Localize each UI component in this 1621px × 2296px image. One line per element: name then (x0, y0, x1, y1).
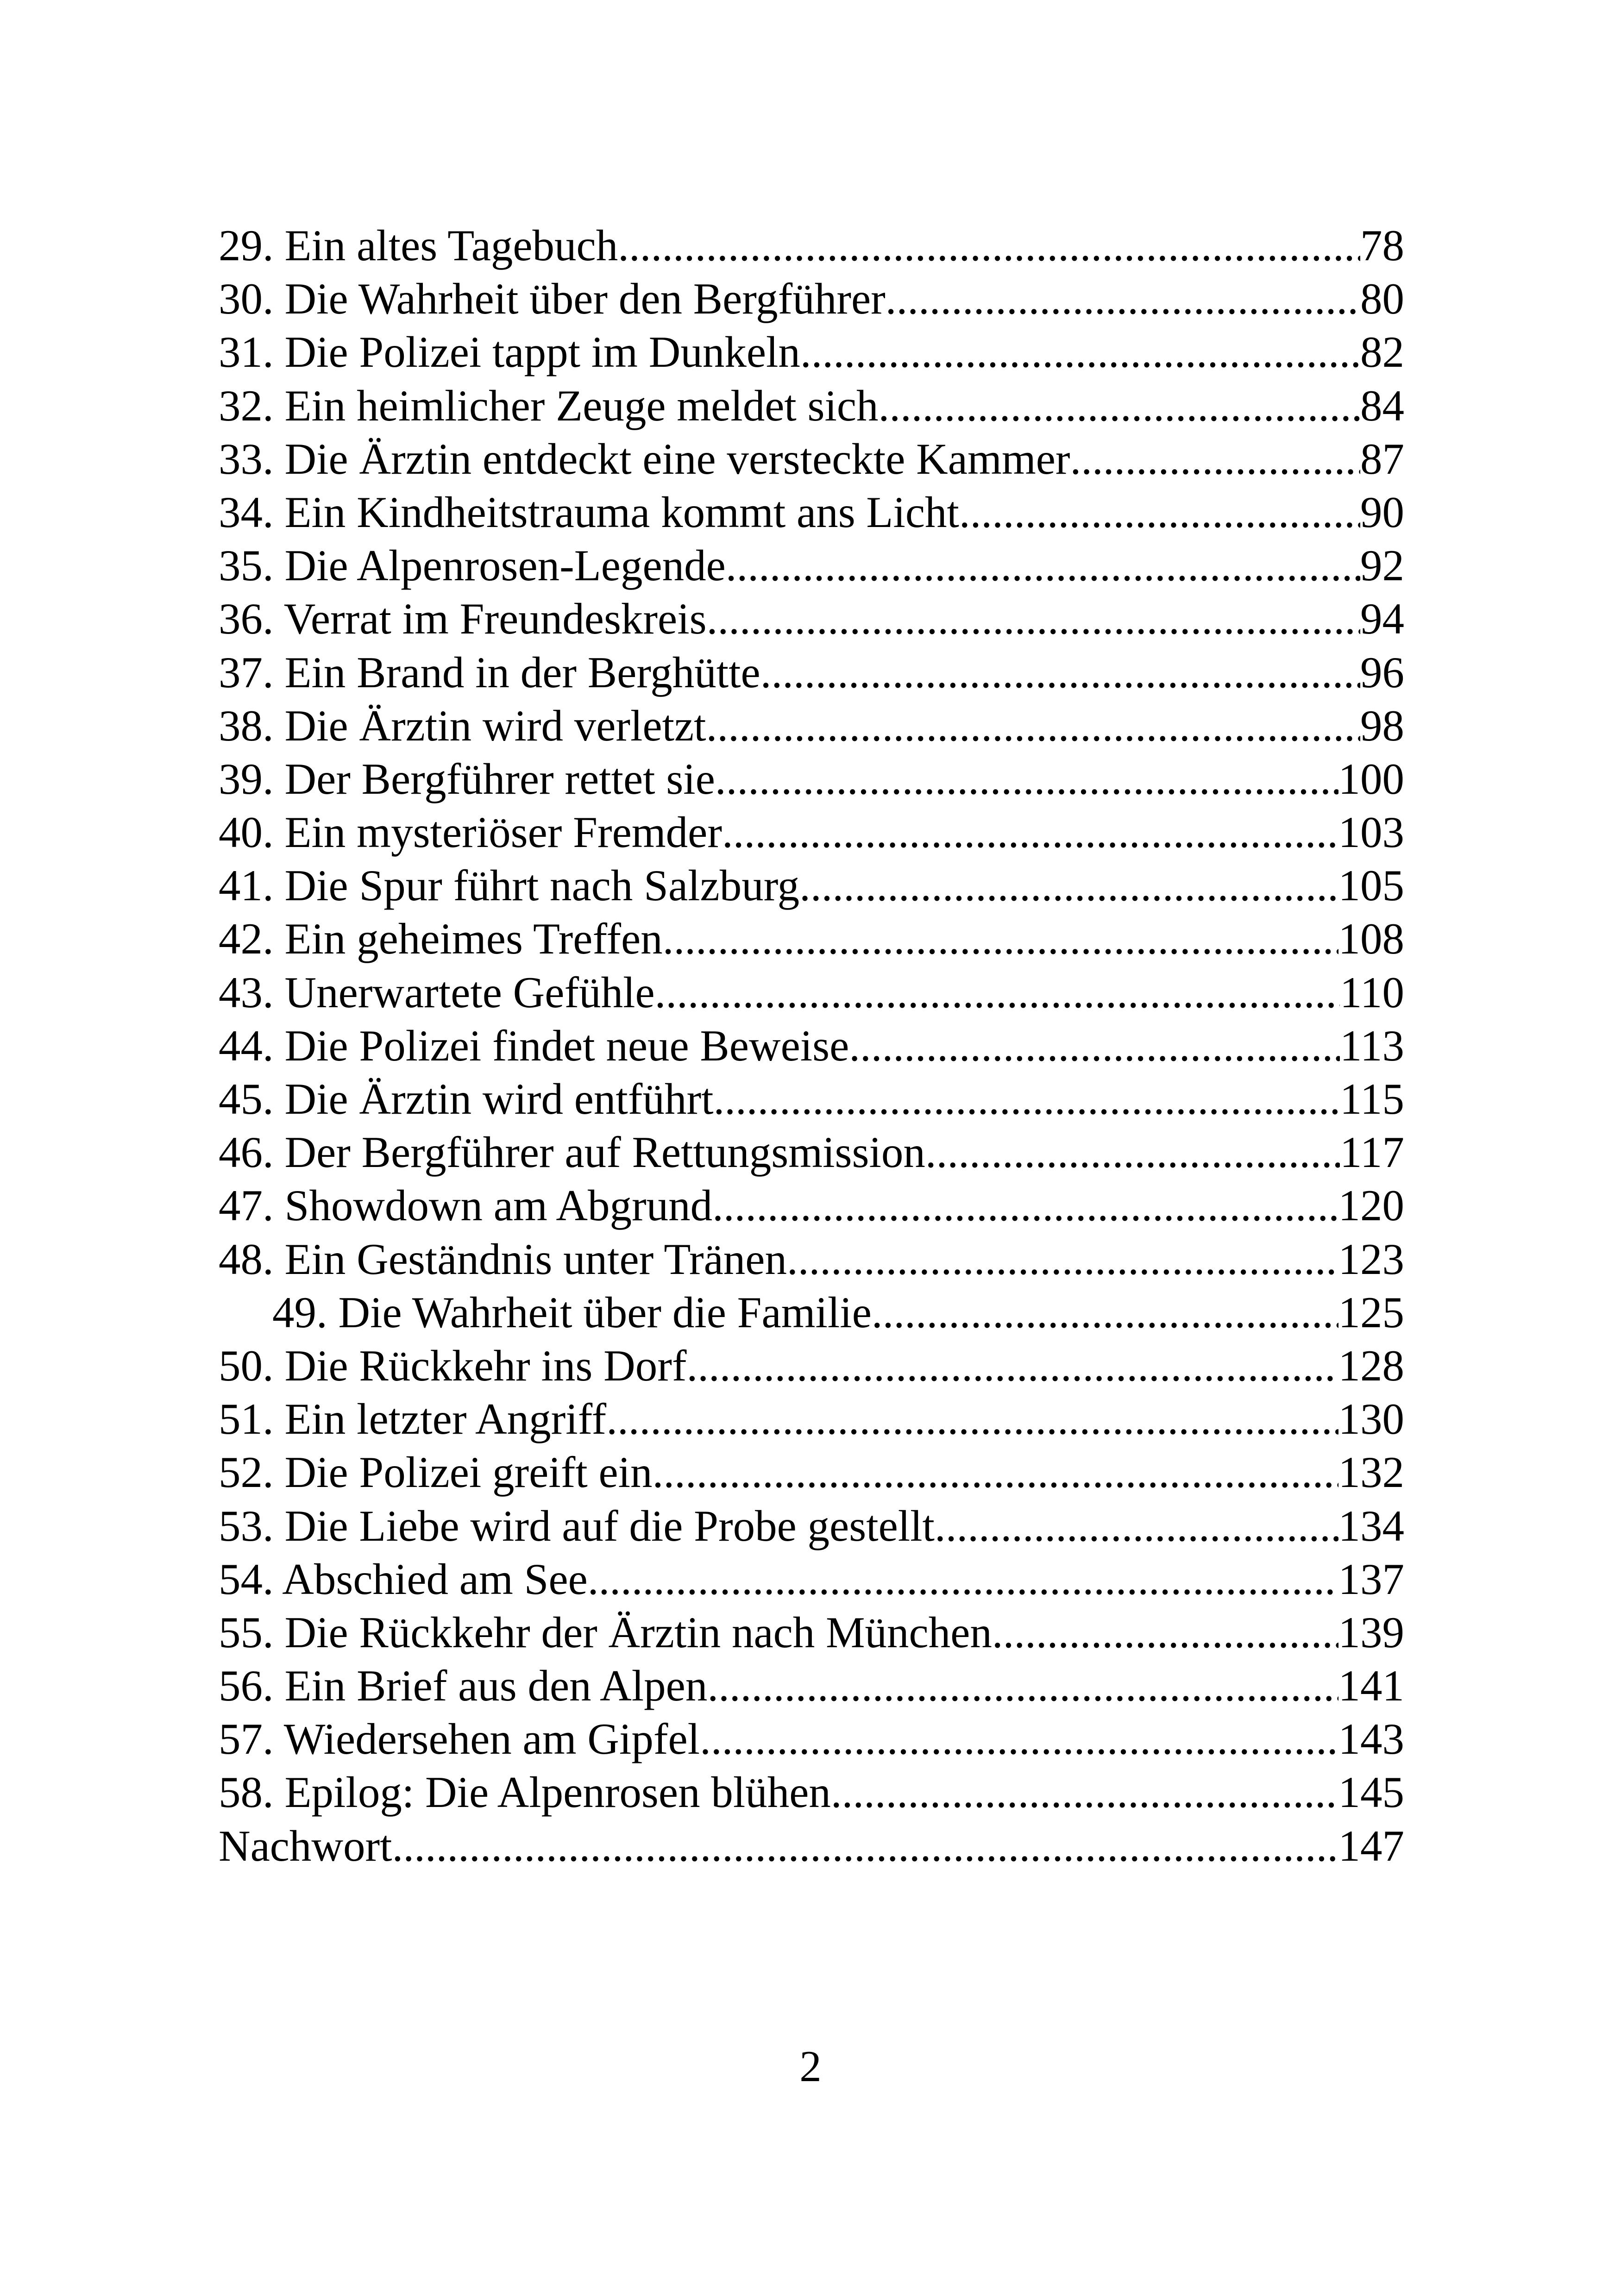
toc-entry (219, 1393, 1404, 1446)
toc-entry-title: 43. Unerwartete Gefühle (219, 966, 655, 1019)
toc-dot-leader (588, 1553, 1338, 1606)
toc-entry-page-number: 132 (1338, 1448, 1404, 1497)
toc-entry-title: 52. Die Polizei greift ein (219, 1446, 653, 1499)
toc-entry-page-number: 90 (1360, 487, 1404, 537)
toc-entry (219, 326, 1404, 379)
toc-entry-title: 29. Ein altes Tagebuch (219, 219, 618, 272)
toc-entry (219, 1659, 1404, 1713)
toc-entry-page-number: 117 (1340, 1128, 1404, 1177)
toc-entry (219, 272, 1404, 326)
toc-entry-page-number: 141 (1338, 1661, 1404, 1711)
toc-entry (219, 433, 1404, 486)
toc-entry-title: Nachwort (219, 1819, 392, 1873)
toc-entry (219, 1819, 1404, 1873)
toc-dot-leader (687, 1339, 1338, 1393)
toc-entry-page-number: 113 (1340, 1021, 1404, 1070)
toc-entry (219, 1179, 1404, 1232)
toc-entry-title: 38. Die Ärztin wird verletzt (219, 699, 706, 753)
toc-entry (219, 1499, 1404, 1553)
toc-entry-page-number: 98 (1360, 701, 1404, 750)
toc-entry-page-number: 94 (1360, 594, 1404, 644)
toc-dot-leader (799, 859, 1338, 912)
toc-entry-page-number: 115 (1340, 1074, 1404, 1123)
toc-entry-page-number: 105 (1338, 861, 1404, 910)
toc-entry (219, 753, 1404, 806)
toc-entry-page-number: 82 (1360, 327, 1404, 377)
toc-entry (219, 539, 1404, 592)
toc-entry-title: 51. Ein letzter Angriff (219, 1393, 606, 1446)
toc-entry-page-number: 147 (1338, 1821, 1404, 1870)
toc-dot-leader (787, 1233, 1338, 1286)
toc-entry-title: 45. Die Ärztin wird entführt (219, 1073, 713, 1126)
toc-entry-title: 55. Die Rückkehr der Ärztin nach München (219, 1606, 992, 1659)
toc-dot-leader (700, 1713, 1338, 1766)
toc-dot-leader (707, 1659, 1338, 1713)
toc-dot-leader (800, 326, 1360, 379)
toc-entry-title: 57. Wiedersehen am Gipfel (219, 1713, 700, 1766)
toc-entry (219, 1606, 1404, 1659)
toc-entry-page-number: 80 (1360, 274, 1404, 324)
toc-entry-page-number: 128 (1338, 1341, 1404, 1390)
toc-entry (219, 219, 1404, 272)
toc-entry-page-number: 92 (1360, 541, 1404, 590)
toc-entry-title: 54. Abschied am See (219, 1553, 588, 1606)
toc-entry-title: 36. Verrat im Freundeskreis (219, 592, 707, 646)
toc-dot-leader (849, 1019, 1340, 1073)
toc-entry-page-number: 125 (1338, 1287, 1404, 1337)
toc-entry (219, 1713, 1404, 1766)
toc-entry-title: 42. Ein geheimes Treffen (219, 912, 663, 966)
toc-dot-leader (726, 539, 1360, 592)
toc-entry (219, 1446, 1404, 1499)
toc-dot-leader (618, 219, 1360, 272)
toc-entry (219, 966, 1404, 1019)
toc-entry (219, 699, 1404, 753)
toc-dot-leader (707, 592, 1360, 646)
toc-entry-page-number: 137 (1338, 1554, 1404, 1604)
toc-entry-page-number: 110 (1340, 967, 1404, 1017)
toc-entry-title: 58. Epilog: Die Alpenrosen blühen (219, 1766, 831, 1819)
toc-entry-page-number: 100 (1338, 754, 1404, 803)
toc-dot-leader (879, 379, 1360, 433)
toc-entry-page-number: 145 (1338, 1768, 1404, 1817)
toc-dot-leader (872, 1286, 1338, 1339)
toc-entry (219, 806, 1404, 859)
toc-dot-leader (713, 1073, 1340, 1126)
toc-entry-page-number: 123 (1338, 1234, 1404, 1284)
toc-entry-title: 31. Die Polizei tappt im Dunkeln (219, 326, 800, 379)
toc-dot-leader (712, 1179, 1338, 1232)
toc-dot-leader (831, 1766, 1338, 1819)
toc-entry-title: 47. Showdown am Abgrund (219, 1179, 712, 1232)
toc-entry-title: 44. Die Polizei findet neue Beweise (219, 1019, 849, 1073)
toc-entry (219, 859, 1404, 912)
toc-entry-page-number: 143 (1338, 1714, 1404, 1764)
toc-dot-leader (1070, 433, 1360, 486)
toc-entry-page-number: 78 (1360, 221, 1404, 270)
toc-entry (219, 486, 1404, 539)
toc-entry-title: 53. Die Liebe wird auf die Probe gestellt (219, 1499, 935, 1553)
toc-dot-leader (935, 1499, 1338, 1553)
toc-dot-leader (959, 486, 1360, 539)
page-number: 2 (799, 2042, 822, 2091)
toc-dot-leader (886, 272, 1360, 326)
toc-entry (219, 592, 1404, 646)
toc-entry (219, 1233, 1404, 1286)
toc-dot-leader (392, 1819, 1338, 1873)
toc-entry (219, 1339, 1404, 1393)
toc-entry-title: 41. Die Spur führt nach Salzburg (219, 859, 799, 912)
toc-entry-title: 34. Ein Kindheitstrauma kommt ans Licht (219, 486, 959, 539)
toc-entry-page-number: 103 (1338, 808, 1404, 857)
toc-entry-title: 50. Die Rückkehr ins Dorf (219, 1339, 687, 1393)
toc-entry-title: 32. Ein heimlicher Zeuge meldet sich (219, 379, 879, 433)
toc-entry-title: 33. Die Ärztin entdeckt eine versteckte Kammer (219, 433, 1070, 486)
toc-entry-title: 35. Die Alpenrosen-Legende (219, 539, 726, 592)
toc-entry (219, 1073, 1404, 1126)
toc-dot-leader (925, 1126, 1340, 1179)
toc-entry (219, 1553, 1404, 1606)
toc-entry-title: 39. Der Bergführer rettet sie (219, 753, 715, 806)
toc-dot-leader (992, 1606, 1338, 1659)
table-of-contents (219, 219, 1404, 1873)
toc-entry-page-number: 84 (1360, 381, 1404, 430)
toc-entry-page-number: 130 (1338, 1394, 1404, 1444)
toc-dot-leader (715, 753, 1338, 806)
toc-entry-page-number: 134 (1338, 1501, 1404, 1550)
toc-dot-leader (663, 912, 1338, 966)
toc-entry (219, 1126, 1404, 1179)
toc-dot-leader (722, 806, 1338, 859)
toc-entry-title: 56. Ein Brief aus den Alpen (219, 1659, 707, 1713)
toc-dot-leader (760, 646, 1360, 699)
toc-entry (219, 1766, 1404, 1819)
toc-entry-page-number: 87 (1360, 434, 1404, 483)
toc-entry (219, 1286, 1404, 1339)
toc-entry-title: 40. Ein mysteriöser Fremder (219, 806, 722, 859)
toc-entry (219, 1019, 1404, 1073)
toc-entry-page-number: 108 (1338, 914, 1404, 964)
toc-entry (219, 912, 1404, 966)
toc-entry-page-number: 120 (1338, 1181, 1404, 1230)
toc-entry-title: 30. Die Wahrheit über den Bergführer (219, 272, 886, 326)
toc-entry-title: 37. Ein Brand in der Berghütte (219, 646, 760, 699)
toc-entry (219, 379, 1404, 433)
toc-entry-page-number: 96 (1360, 647, 1404, 697)
toc-dot-leader (606, 1393, 1338, 1446)
toc-dot-leader (706, 699, 1360, 753)
toc-entry-title: 49. Die Wahrheit über die Familie (272, 1286, 872, 1339)
toc-entry (219, 646, 1404, 699)
toc-dot-leader (653, 1446, 1338, 1499)
toc-dot-leader (655, 966, 1340, 1019)
toc-entry-title: 48. Ein Geständnis unter Tränen (219, 1233, 787, 1286)
toc-entry-title: 46. Der Bergführer auf Rettungsmission (219, 1126, 925, 1179)
toc-entry-page-number: 139 (1338, 1607, 1404, 1657)
